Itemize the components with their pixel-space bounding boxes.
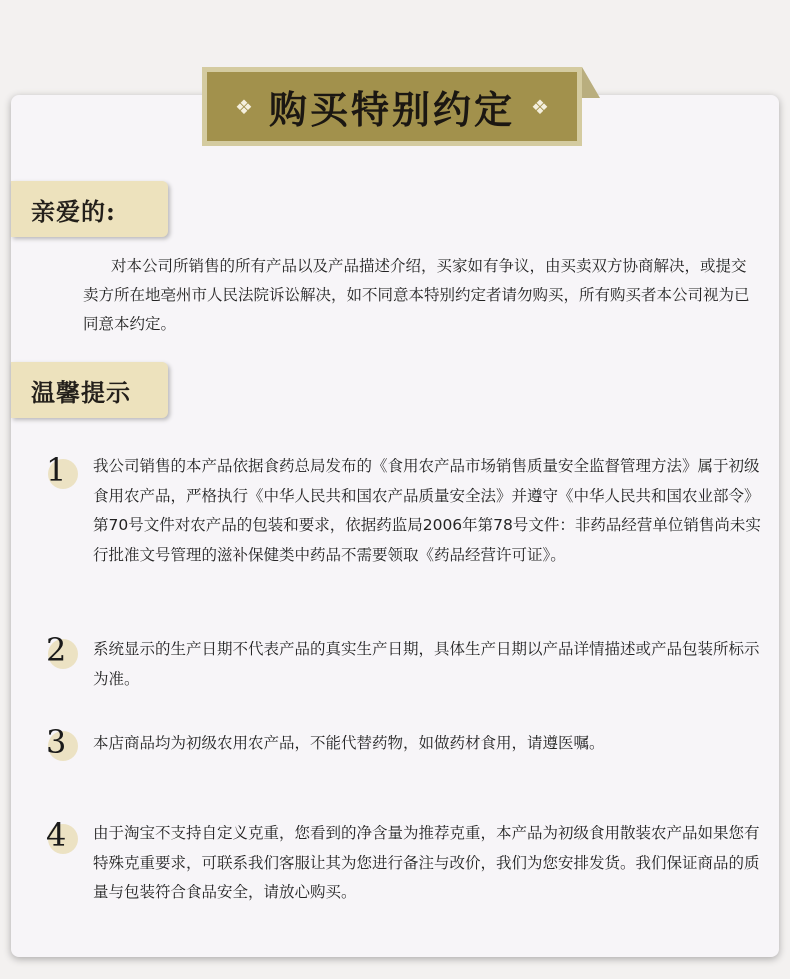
title-banner-fold xyxy=(582,67,600,98)
section-label-text: 温馨提示 xyxy=(31,377,131,407)
tip-number-badge xyxy=(46,451,78,489)
title-banner xyxy=(207,72,577,141)
tip-number-badge xyxy=(46,723,78,761)
tip-text: 我公司销售的本产品依据食药总局发布的《食用农产品市场销售质量安全监督管理方法》属于初级食用农产品，严格执行《中华人民共和国农产品质量安全法》并遵守《中华人民共和国农业部令》第70号文件对农产品的包装和要求，依据药监局2006年第78号文件：非药品经营单位销售尚未实行批准文号管理的滋补保健类中药品不需要领取《药品经营许可证》。 xyxy=(93,457,761,564)
section-label-text: 亲爱的: xyxy=(31,196,116,226)
diamond-ornament-icon: ❖ xyxy=(235,94,253,119)
diamond-ornament-icon: ❖ xyxy=(531,94,549,119)
tip-number-badge xyxy=(46,631,78,669)
tip-text: 由于淘宝不支持自定义克重，您看到的净含量为推荐克重，本产品为初级食用散装农产品如果您有特殊克重要求，可联系我们客服让其为您进行备注与改价，我们为您安排发货。我们保证商品的质量与包装符合食品安全，请放心购买。 xyxy=(93,824,760,901)
section-label-tips xyxy=(11,362,168,418)
tip-number: 3 xyxy=(46,723,67,761)
tip-number-badge xyxy=(46,816,78,854)
section-label-dear xyxy=(11,181,168,237)
tip-number: 1 xyxy=(46,451,67,489)
tip-text: 本店商品均为初级农用农产品，不能代替药物，如做药材食用，请遵医嘱。 xyxy=(93,734,605,752)
tip-number: 2 xyxy=(46,631,67,669)
tip-number: 4 xyxy=(46,816,67,854)
tip-text: 系统显示的生产日期不代表产品的真实生产日期，具体生产日期以产品详情描述或产品包装所标示为准。 xyxy=(93,640,760,688)
intro-paragraph: 对本公司所销售的所有产品以及产品描述介绍，买家如有争议，由买卖双方协商解决，或提交卖方所在地亳州市人民法院诉讼解决，如不同意本特别约定者请勿购买，所有购买者本公司视为已同意本约定。 xyxy=(83,257,750,333)
page-title: 购买特别约定 xyxy=(268,87,515,132)
